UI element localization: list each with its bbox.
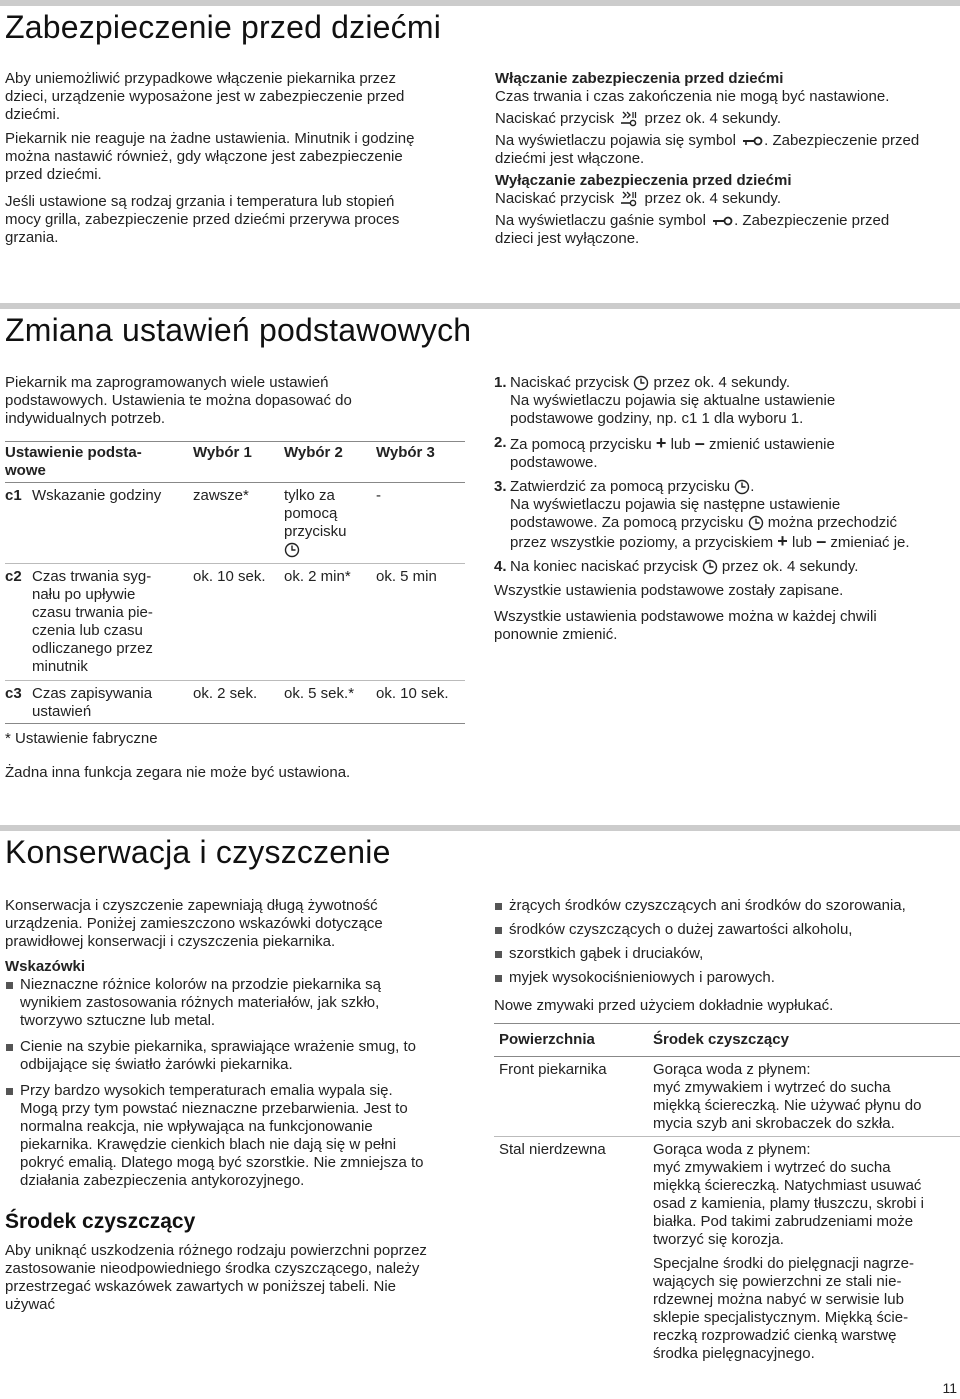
line: przestrzegać wskazówek zawartych w poniższej tabeli. Nie bbox=[5, 1278, 396, 1295]
line: Mogą przy tym powstać nieznaczne przebarwienia. Jest to bbox=[20, 1100, 408, 1117]
step-number: 3. bbox=[494, 478, 507, 495]
cleaning-left-column bbox=[5, 897, 465, 1314]
setting-code: c2 bbox=[5, 568, 22, 585]
text: ustawień bbox=[32, 703, 92, 720]
line bbox=[495, 190, 960, 208]
basic-settings-steps bbox=[494, 374, 960, 644]
text: Za pomocą przycisku bbox=[510, 436, 652, 453]
header-choice-2: Wybór 2 bbox=[284, 444, 343, 461]
line: odbijające się światło żarówki piekarnika. bbox=[20, 1056, 293, 1073]
list-item: szorstkich gąbek i druciaków, bbox=[494, 945, 960, 963]
childlock-button-icon bbox=[618, 190, 640, 208]
key-symbol-icon bbox=[740, 135, 764, 147]
line: Specjalne środki do pielęgnacji nagrze- bbox=[653, 1255, 914, 1272]
table-row bbox=[5, 563, 465, 680]
text: przez wszystkie poziomy, a przyciskiem bbox=[510, 534, 774, 551]
text: podstawowe. bbox=[510, 454, 598, 471]
line: wających się powierzchni ze stali nie- bbox=[653, 1273, 902, 1290]
line: Jeśli ustawione są rodzaj grzania i temperatura lub stopień bbox=[5, 193, 395, 210]
basic-settings-intro bbox=[5, 374, 465, 428]
text: . Zabezpieczenie przed bbox=[764, 132, 920, 150]
text: lub bbox=[670, 436, 691, 453]
text: Na koniec naciskać przycisk bbox=[510, 558, 698, 575]
text: Ustawienie podsta- bbox=[5, 444, 142, 461]
line: Aby uniknąć uszkodzenia różnego rodzaju powierzchni poprzez bbox=[5, 1242, 427, 1259]
changeable-note bbox=[494, 608, 960, 644]
text: tylko za bbox=[284, 487, 335, 504]
choice-2-value: ok. 5 sek.* bbox=[284, 685, 355, 702]
childlock-para-1 bbox=[5, 70, 465, 124]
agent-cell bbox=[653, 1141, 958, 1363]
choice-1-value: ok. 10 sek. bbox=[193, 568, 266, 585]
line: piekarnika. Krawędzie cienkich blach nie dają się w pełni bbox=[20, 1136, 397, 1153]
table-row bbox=[494, 1057, 960, 1136]
line: rdzewnej można nabyć w serwisie lub bbox=[653, 1291, 904, 1308]
text: czenia lub czasu bbox=[32, 622, 143, 639]
section-title-childlock: Zabezpieczenie przed dziećmi bbox=[5, 9, 442, 45]
choice-1-value: ok. 2 sek. bbox=[193, 685, 258, 702]
line: miękką ściereczką. Nie używać płynu do bbox=[653, 1097, 922, 1114]
choice-1-value: zawsze* bbox=[193, 487, 249, 504]
text: Naciskać przycisk bbox=[495, 110, 615, 127]
line: myć zmywakiem i wytrzeć do sucha bbox=[653, 1079, 891, 1096]
childlock-on-heading: Włączanie zabezpieczenia przed dziećmi bbox=[495, 70, 784, 87]
surface-cell: Stal nierdzewna bbox=[499, 1141, 606, 1158]
clock-icon bbox=[633, 375, 649, 391]
table-footnote: * Ustawienie fabryczne bbox=[5, 730, 158, 747]
minus-icon: – bbox=[816, 531, 827, 551]
choice-2-value bbox=[284, 487, 347, 559]
header-choice-1: Wybór 1 bbox=[193, 444, 252, 461]
line: Konserwacja i czyszczenie zapewniają długą żywotność bbox=[5, 897, 378, 914]
line: myć zmywakiem i wytrzeć do sucha bbox=[653, 1159, 891, 1176]
text: Na wyświetlaczu pojawia się aktualne ustawienie bbox=[510, 392, 836, 409]
list-item bbox=[494, 434, 960, 472]
page-number: 11 bbox=[942, 1380, 957, 1396]
text: odliczanego przez bbox=[32, 640, 153, 657]
childlock-para-2 bbox=[5, 130, 465, 184]
line: przed dziećmi. bbox=[5, 166, 102, 183]
childlock-off-heading: Wyłączanie zabezpieczenia przed dziećmi bbox=[495, 172, 792, 190]
text: Naciskać przycisk bbox=[495, 190, 615, 208]
rinse-note: Nowe zmywaki przed użyciem dokładnie wypłukać. bbox=[494, 997, 834, 1014]
text: Zatwierdzić za pomocą przycisku bbox=[510, 478, 731, 495]
list-item: myjek wysokociśnieniowych i parowych. bbox=[494, 969, 960, 987]
text: podstawowe. Za pomocą przycisku bbox=[510, 514, 744, 531]
line: dziećmi. bbox=[5, 106, 61, 123]
agent-cell bbox=[653, 1061, 958, 1133]
text: Wszystkie ustawienia podstawowe można w każdej chwili bbox=[494, 608, 877, 625]
line: mocy grilla, zabezpieczenie przed dziećmi przerywa proces bbox=[5, 211, 400, 228]
line bbox=[495, 212, 960, 230]
line: podstawowych. Ustawienia te można dopasować do bbox=[5, 392, 352, 409]
line: Gorąca woda z płynem: bbox=[653, 1061, 811, 1078]
saved-note: Wszystkie ustawienia podstawowe zostały zapisane. bbox=[494, 582, 844, 599]
text: podstawowe godziny, np. c1 1 dla wyboru 1. bbox=[510, 410, 804, 427]
line: grzania. bbox=[5, 229, 59, 246]
cleaning-agent-text bbox=[5, 1242, 465, 1314]
choice-3-value: ok. 10 sek. bbox=[376, 685, 449, 702]
cleaning-agent-heading: Środek czyszczący bbox=[5, 1210, 196, 1233]
text: Naciskać przycisk bbox=[510, 374, 630, 391]
childlock-para-3 bbox=[5, 193, 465, 247]
setting-code: c1 bbox=[5, 487, 22, 504]
line: Czas trwania i czas zakończenia nie mogą być nastawione. bbox=[495, 88, 890, 105]
childlock-description bbox=[5, 70, 465, 247]
text: przez ok. 4 sekundy. bbox=[644, 190, 781, 208]
line: Cienie na szybie piekarnika, sprawiające wrażenie smug, to bbox=[20, 1038, 417, 1055]
minus-icon: – bbox=[694, 433, 705, 453]
cleaning-intro bbox=[5, 897, 465, 951]
text: Na wyświetlaczu gaśnie symbol bbox=[495, 212, 706, 230]
text: wowe bbox=[5, 462, 46, 479]
agent-cell-note bbox=[653, 1255, 958, 1363]
line: środka pielęgnacyjnego. bbox=[653, 1345, 815, 1362]
clock-icon bbox=[748, 515, 764, 531]
line: normalna reakcja, nie wpływająca na funkcjonowanie bbox=[20, 1118, 373, 1135]
text: przez ok. 4 sekundy. bbox=[644, 110, 781, 127]
header-surface: Powierzchnia bbox=[499, 1031, 595, 1048]
text: . bbox=[750, 478, 755, 495]
line: wynikiem zastosowania różnych materiałów, jak szkło, bbox=[20, 994, 380, 1011]
line: dzieci, urządzenie wyposażone jest w zabezpieczenie przed bbox=[5, 88, 405, 105]
list-item: żrących środków czyszczących ani środków do szorowania, bbox=[494, 897, 960, 915]
choice-3-value: ok. 5 min bbox=[376, 568, 437, 585]
line: sklepie specjalistycznym. Miękką ście- bbox=[653, 1309, 909, 1326]
line: Gorąca woda z płynem: bbox=[653, 1141, 811, 1158]
line: Piekarnik nie reaguje na żadne ustawienia. Minutnik i godzinę bbox=[5, 130, 415, 147]
table-row bbox=[5, 680, 465, 724]
line bbox=[495, 132, 960, 150]
setting-name bbox=[32, 685, 152, 721]
text: przez ok. 4 sekundy. bbox=[721, 558, 859, 575]
line: indywidualnych potrzeb. bbox=[5, 410, 166, 427]
hints-list bbox=[5, 976, 465, 1190]
section-title-cleaning: Konserwacja i czyszczenie bbox=[5, 834, 391, 870]
line: Aby uniemożliwić przypadkowe włączenie piekarnika przez bbox=[5, 70, 397, 87]
header-setting bbox=[5, 444, 142, 480]
childlock-button-icon bbox=[618, 110, 640, 128]
surface-cell: Front piekarnika bbox=[499, 1061, 607, 1078]
text: ponownie zmienić. bbox=[494, 626, 618, 643]
text: czasu trwania pie- bbox=[32, 604, 153, 621]
section-rule bbox=[0, 303, 960, 309]
text: przez ok. 4 sekundy. bbox=[653, 374, 790, 391]
text: Czas zapisywania bbox=[32, 685, 153, 702]
clock-icon bbox=[284, 542, 300, 558]
line: używać bbox=[5, 1296, 56, 1313]
text: Na wyświetlaczu pojawia się symbol bbox=[495, 132, 736, 150]
childlock-instructions bbox=[495, 70, 960, 248]
table-row bbox=[494, 1136, 960, 1373]
line: Nieznaczne różnice kolorów na przodzie piekarnika są bbox=[20, 976, 382, 993]
setting-name bbox=[32, 568, 153, 676]
line: pokryć emalią. Dlatego mogą być szorstkie. Nie zmniejsza to bbox=[20, 1154, 424, 1171]
section-rule bbox=[0, 825, 960, 831]
line: zastosowanie nieodpowiedniego środka czyszczącego, należy bbox=[5, 1260, 420, 1277]
plus-icon: + bbox=[777, 531, 788, 551]
line: urządzenia. Poniżej zamieszczono wskazówki dotyczące bbox=[5, 915, 383, 932]
cleaning-table bbox=[494, 1023, 960, 1373]
line: dzieci jest wyłączone. bbox=[495, 230, 640, 248]
clock-note: Żadna inna funkcja zegara nie może być ustawiona. bbox=[5, 764, 351, 781]
text: minutnik bbox=[32, 658, 88, 675]
list-item bbox=[494, 558, 960, 576]
step-number: 1. bbox=[494, 374, 507, 391]
text: Na wyświetlaczu pojawia się następne ustawienie bbox=[510, 496, 841, 513]
key-symbol-icon bbox=[710, 215, 734, 227]
line: osad z kamienia, plamy tłuszczu, skrobi i bbox=[653, 1195, 924, 1212]
list-item bbox=[5, 976, 465, 1030]
header-agent: Środek czyszczący bbox=[653, 1031, 789, 1048]
avoid-list bbox=[494, 897, 960, 1015]
basic-settings-table bbox=[5, 441, 465, 748]
list-item: środków czyszczących o dużej zawartości alkoholu, bbox=[494, 921, 960, 939]
text: . Zabezpieczenie przed bbox=[734, 212, 890, 230]
text: nału po upływie bbox=[32, 586, 136, 603]
setting-code: c3 bbox=[5, 685, 22, 702]
line: białka. Pod takimi zabrudzeniami może bbox=[653, 1213, 914, 1230]
table-header bbox=[5, 441, 465, 483]
list-item bbox=[5, 1082, 465, 1190]
step-number: 2. bbox=[494, 434, 507, 451]
line bbox=[495, 110, 960, 128]
line: działania zabezpieczenia antykorozyjnego. bbox=[20, 1172, 305, 1189]
text: przycisku bbox=[284, 523, 347, 540]
section-rule bbox=[0, 0, 960, 6]
text: lub bbox=[791, 534, 813, 551]
text: Czas trwania syg- bbox=[32, 568, 152, 585]
line: prawidłowej konserwacji i czyszczenia piekarnika. bbox=[5, 933, 336, 950]
line: miękką ściereczką. Natychmiast usuwać bbox=[653, 1177, 922, 1194]
line: reczką rozprowadzić cienką warstwę bbox=[653, 1327, 897, 1344]
table-header bbox=[494, 1023, 960, 1057]
clock-icon bbox=[702, 559, 718, 575]
setting-name: Wskazanie godziny bbox=[32, 487, 162, 504]
list-item bbox=[5, 1038, 465, 1074]
text: zmieniać je. bbox=[830, 534, 910, 551]
list-item bbox=[494, 374, 960, 428]
choice-2-value: ok. 2 min* bbox=[284, 568, 351, 585]
line: Piekarnik ma zaprogramowanych wiele ustawień bbox=[5, 374, 329, 391]
line: mycia szyb ani skrobaczek do szkła. bbox=[653, 1115, 895, 1132]
line: dziećmi jest włączone. bbox=[495, 150, 645, 168]
text: zmienić ustawienie bbox=[708, 436, 835, 453]
choice-3-value: - bbox=[376, 487, 381, 504]
table-row bbox=[5, 483, 465, 563]
hints-heading: Wskazówki bbox=[5, 958, 86, 975]
text: można przechodzić bbox=[767, 514, 898, 531]
step-number: 4. bbox=[494, 558, 507, 575]
clock-icon bbox=[734, 479, 750, 495]
section-title-basic-settings: Zmiana ustawień podstawowych bbox=[5, 312, 472, 348]
header-choice-3: Wybór 3 bbox=[376, 444, 435, 461]
text: pomocą bbox=[284, 505, 338, 522]
line: Przy bardzo wysokich temperaturach emalia wypala się. bbox=[20, 1082, 393, 1099]
line: można nastawić również, gdy włączone jest zabezpieczenie bbox=[5, 148, 403, 165]
line: tworzywo sztuczne lub metal. bbox=[20, 1012, 216, 1029]
plus-icon: + bbox=[655, 433, 667, 453]
list-item bbox=[494, 478, 960, 552]
line: tworzyć się korozja. bbox=[653, 1231, 784, 1248]
